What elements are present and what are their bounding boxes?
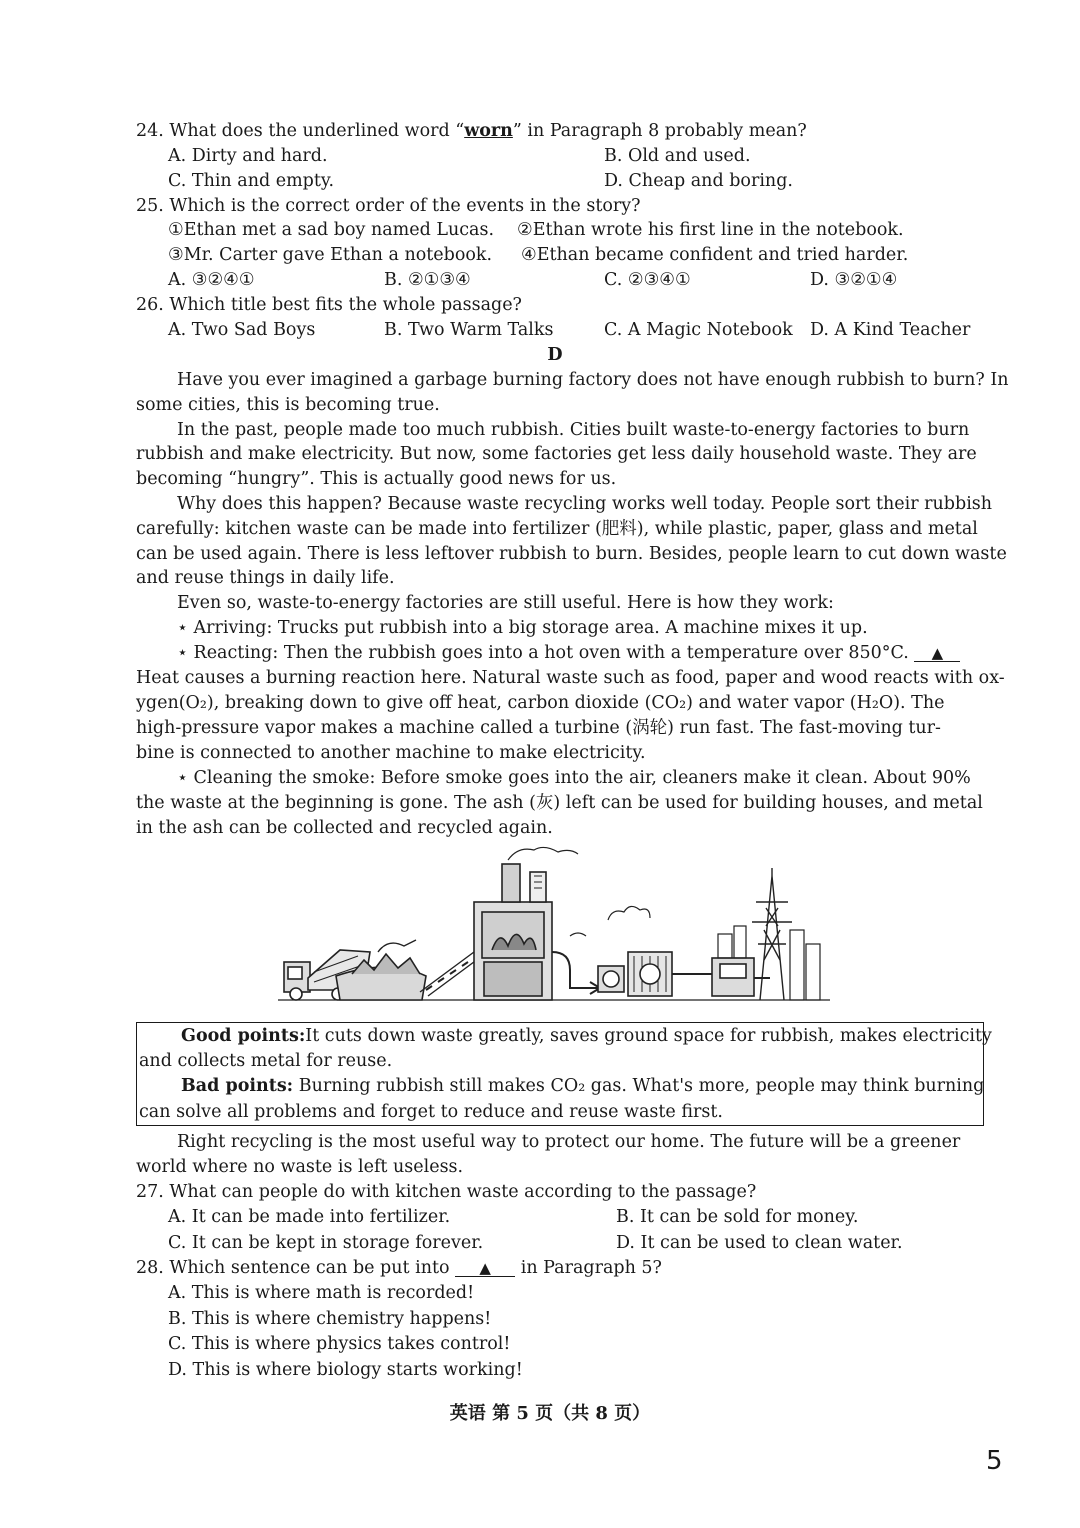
bad-points-cont: can solve all problems and forget to reduce and reuse waste first. [139,1102,723,1122]
q26-option-b: B. Two Warm Talks [384,320,554,340]
q26-option-c: C. A Magic Notebook [604,320,793,340]
step-arriving: ⋆ Arriving: Trucks put rubbish into a big storage area. A machine mixes it up. [177,618,868,638]
closing-line: Right recycling is the most useful way to protect our home. The future will be a greener [177,1132,961,1152]
q28-option-c: C. This is where physics takes control! [168,1334,511,1354]
q28-option-b: B. This is where chemistry happens! [168,1309,492,1329]
q26-option-a: A. Two Sad Boys [168,320,316,340]
passage-line: Have you ever imagined a garbage burning factory does not have enough rubbish to burn? In [177,370,1009,390]
passage-line: in the ash can be collected and recycled again. [136,818,553,838]
passage-line: and reuse things in daily life. [136,568,395,588]
blank-triangle: ▲ [914,645,960,662]
q27-option-c: C. It can be kept in storage forever. [168,1233,484,1253]
furnace-icon [474,847,578,1000]
passage-line: rubbish and make electricity. But now, some factories get less daily household waste. They are [136,444,977,464]
passage-line: high-pressure vapor makes a machine called a turbine (涡轮) run fast. The fast-moving tur- [136,718,941,738]
q25-option-d: D. ③②①④ [810,270,898,290]
q25-stem: 25. Which is the correct order of the events in the story? [136,196,641,216]
points-box [136,1022,992,1126]
passage-line: becoming “hungry”. This is actually good news for us. [136,469,617,489]
good-points: Good points:It cuts down waste greatly, saves ground space for rubbish, makes electricity [181,1026,992,1046]
page-footer: 英语 第 5 页（共 8 页） [449,1403,651,1424]
q26-stem: 26. Which title best fits the whole passage? [136,295,522,315]
waste-to-energy-illustration [278,840,830,1008]
passage-line: Heat causes a burning reaction here. Natural waste such as food, paper and wood reacts with ox- [136,668,1005,688]
q25-event-1: ①Ethan met a sad boy named Lucas. [168,220,495,240]
q24-option-d: D. Cheap and boring. [604,171,793,191]
page-number: 5 [986,1446,1003,1476]
underlined-word: worn [464,121,513,141]
q27-option-d: D. It can be used to clean water. [616,1233,903,1253]
q27-option-a: A. It can be made into fertilizer. [168,1207,451,1227]
q24-stem: 24. What does the underlined word “worn” in Paragraph 8 probably mean? [136,121,807,141]
q25-option-b: B. ②①③④ [384,270,471,290]
q25-event-3: ③Mr. Carter gave Ethan a notebook. [168,245,493,265]
passage-line: Even so, waste-to-energy factories are still useful. Here is how they work: [177,593,834,613]
q25-event-4: ④Ethan became confident and tried harder. [521,245,909,265]
blank-triangle: ▲ [455,1260,515,1277]
bad-points-label: Bad points: [181,1076,294,1096]
q24-option-c: C. Thin and empty. [168,171,335,191]
passage-line: some cities, this is becoming true. [136,395,440,415]
passage-line: ygen(O₂), breaking down to give off heat, carbon dioxide (CO₂) and water vapor (H₂O). The [136,693,945,713]
q25-option-c: C. ②③④① [604,270,691,290]
q25-option-a: A. ③②④① [168,270,255,290]
passage-line: Why does this happen? Because waste recycling works well today. People sort their rubbish [177,494,993,514]
section-heading: D [547,345,563,365]
q27-option-b: B. It can be sold for money. [616,1207,859,1227]
passage-line: the waste at the beginning is gone. The ash (灰) left can be used for building houses, and metal [136,793,983,813]
good-points-cont: and collects metal for reuse. [139,1051,393,1071]
passage-line: In the past, people made too much rubbish. Cities built waste-to-energy factories to burn [177,420,970,440]
q28-stem: 28. Which sentence can be put into ▲ in Paragraph 5? [136,1258,662,1278]
step-cleaning: ⋆ Cleaning the smoke: Before smoke goes into the air, cleaners make it clean. About 90% [177,768,971,788]
turbine-icon [598,952,712,996]
power-pylon-icon [752,868,792,1000]
q27-stem: 27. What can people do with kitchen waste according to the passage? [136,1182,757,1202]
good-points-label: Good points: [181,1026,306,1046]
q24-option-b: B. Old and used. [604,146,751,166]
bad-points: Bad points: Burning rubbish still makes CO₂ gas. What's more, people may think burning [181,1076,985,1096]
q28-option-d: D. This is where biology starts working! [168,1360,523,1380]
q25-event-2: ②Ethan wrote his first line in the notebook. [517,220,904,240]
passage-line: bine is connected to another machine to make electricity. [136,743,646,763]
q26-option-d: D. A Kind Teacher [810,320,971,340]
step-reacting: ⋆ Reacting: Then the rubbish goes into a hot oven with a temperature over 850°C. ▲ [177,641,960,665]
q28-option-a: A. This is where math is recorded! [168,1283,475,1303]
passage-line: can be used again. There is less leftover rubbish to burn. Besides, people learn to cut down waste [136,544,1007,564]
closing-line: world where no waste is left useless. [136,1157,464,1177]
passage-line: carefully: kitchen waste can be made into fertilizer (肥料), while plastic, paper, glass and metal [136,519,978,539]
q24-option-a: A. Dirty and hard. [168,146,328,166]
